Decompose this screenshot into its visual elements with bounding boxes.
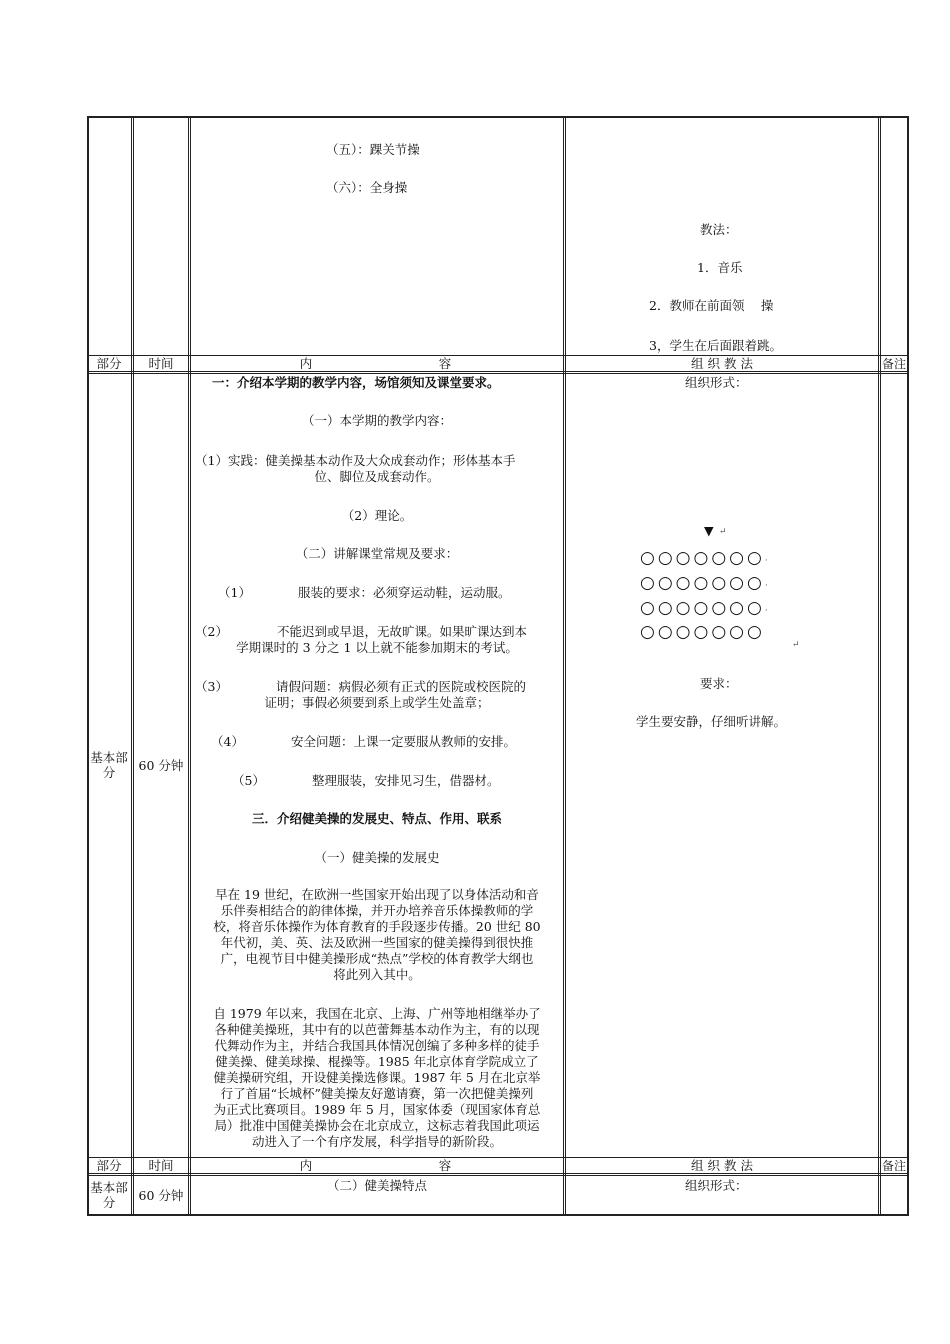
return-mark-icon: ↵ — [792, 640, 800, 650]
part-basic-2: 基本部 分 — [90, 1180, 128, 1210]
header-content-a: 内 — [299, 1158, 313, 1173]
history-p1-line1: 早在 19 世纪，在欧洲一些国家开始出现了以身体活动和音 — [215, 887, 539, 902]
rule-4-text: 安全问题：上课一定要服从教师的安排。 — [291, 734, 517, 749]
header-note: 备注 — [881, 1159, 906, 1173]
header-row-bottom — [87, 371, 909, 374]
history-p2-line8: 局）批准中国健美操协会在北京成立，这标志着我国此项运 — [214, 1118, 540, 1133]
rule-5-text: 整理服装，安排见习生，借器材。 — [312, 773, 500, 788]
rule-2-number: （2） — [195, 624, 228, 639]
header-content-a: 内 — [299, 356, 313, 371]
history-p2-line5: 健美操研究组，开设健美操选修课。1987 年 5 月在北京举 — [213, 1070, 541, 1085]
formation-row-2: ○○○○○○○· — [640, 573, 768, 593]
col-divider-time — [188, 116, 191, 1216]
return-mark-icon: ↵ — [719, 527, 727, 537]
header-content-b: 容 — [438, 356, 452, 371]
formation-row-4: ○○○○○○○ — [640, 622, 765, 642]
teacher-marker-icon: ▼ — [704, 523, 714, 538]
col-divider-org — [878, 116, 881, 1216]
header-row-top — [87, 355, 909, 356]
header-org-method: 组 织 教 法 — [691, 356, 753, 371]
practice-line2: 位、脚位及成套动作。 — [314, 469, 440, 484]
item-full-body-exercise: （六）：全身操 — [326, 180, 408, 195]
history-p2-line6: 行了首届“长城杯”健美操友好邀请赛，第一次把健美操列 — [220, 1086, 534, 1101]
history-p1-line5: 广，电视节目中健美操形成“热点”学校的体育教学大纲也 — [220, 951, 534, 966]
method-title: 教法： — [700, 222, 738, 237]
sub-semester-content: （一）本学期的教学内容： — [301, 413, 452, 428]
requirement-title: 要求： — [700, 676, 738, 691]
rule-3-line2: 证明；事假必须要到系上或学生处盖章； — [264, 695, 490, 710]
method-1: 1．音乐 — [697, 260, 743, 275]
org-form-title-2: 组织形式： — [685, 1178, 748, 1193]
header-part: 部分 — [96, 1158, 122, 1173]
requirement-text: 学生要安静，仔细听讲解。 — [636, 714, 787, 729]
rule-2-line2: 学期课时的 3 分之 1 以上就不能参加期末的考试。 — [236, 640, 518, 655]
sub-class-rules: （二）讲解课堂常规及要求： — [295, 546, 459, 561]
heading-intro: 一：介绍本学期的教学内容，场馆须知及课堂要求。 — [212, 375, 500, 390]
header-row2-top — [87, 1157, 909, 1158]
practice-line1: （1）实践：健美操基本动作及大众成套动作；形体基本手 — [195, 453, 516, 468]
time-60-min: 60 分钟 — [138, 758, 184, 773]
header-time: 时间 — [148, 1158, 174, 1173]
rule-1-text: 服装的要求：必须穿运动鞋，运动服。 — [298, 585, 511, 600]
history-p2-line1: 自 1979 年以来，我国在北京、上海、广州等地相继举办了 — [213, 1006, 541, 1021]
history-p2-line2: 各种健美操班，其中有的以芭蕾舞基本动作为主，有的以现 — [214, 1022, 540, 1037]
method-2: 2．教师在前面领 操 — [649, 298, 774, 313]
history-p1-line2: 乐伴奏相结合的韵律体操，并开办培养音乐体操教师的学 — [220, 903, 534, 918]
rule-3-text: 请假问题：病假必须有正式的医院或校医院的 — [276, 679, 527, 694]
method-3: 3，学生在后面跟着跳。 — [649, 338, 782, 353]
rule-3-number: （3） — [195, 679, 228, 694]
rule-2-text: 不能迟到或早退，无故旷课。如果旷课达到本 — [277, 624, 528, 639]
sub-history: （一）健美操的发展史 — [314, 850, 440, 865]
history-p2-line7: 为正式比赛项目。1989 年 5 月，国家体委（现国家体育总 — [213, 1102, 541, 1117]
header-org-method: 组 织 教 法 — [691, 1158, 753, 1173]
history-p2-line3: 代舞动作为主，并结合我国具体情况创编了多种多样的徒手 — [214, 1038, 540, 1053]
sub-features: （二）健美操特点 — [326, 1178, 427, 1193]
history-p1-line6: 将此列入其中。 — [333, 967, 421, 982]
rule-5-number: （5） — [232, 773, 265, 788]
history-p1-line4: 年代初，美、英、法及欧洲一些国家的健美操得到很快推 — [220, 935, 534, 950]
org-form-title: 组织形式： — [685, 375, 748, 390]
header-part: 部分 — [96, 356, 122, 371]
history-p2-line9: 动进入了一个有序发展，科学指导的新阶段。 — [251, 1134, 502, 1149]
time-60-min-2: 60 分钟 — [138, 1188, 184, 1203]
formation-row-1: ○○○○○○○· — [640, 548, 768, 568]
header-time: 时间 — [148, 356, 174, 371]
part-basic: 基本部分 — [90, 750, 128, 780]
header-content-b: 容 — [438, 1158, 452, 1173]
rule-1-number: （1） — [218, 585, 251, 600]
formation-row-3: ○○○○○○○· — [640, 598, 768, 618]
heading-history: 三．介绍健美操的发展史、特点、作用、联系 — [251, 811, 502, 826]
col-divider-content — [563, 116, 566, 1216]
history-p2-line4: 健美操、健美球操、棍操等。1985 年北京体育学院成立了 — [215, 1054, 539, 1069]
item-ankle-exercise: （五）：踝关节操 — [326, 142, 420, 157]
history-p1-line3: 校，将音乐体操作为体育教育的手段逐步传播。20 世纪 80 — [213, 919, 541, 934]
rule-4-number: （4） — [211, 734, 244, 749]
header-row2-bottom — [87, 1173, 909, 1176]
theory-item: （2）理论。 — [341, 508, 413, 523]
header-note: 备注 — [881, 357, 906, 371]
col-divider-part — [131, 116, 134, 1216]
